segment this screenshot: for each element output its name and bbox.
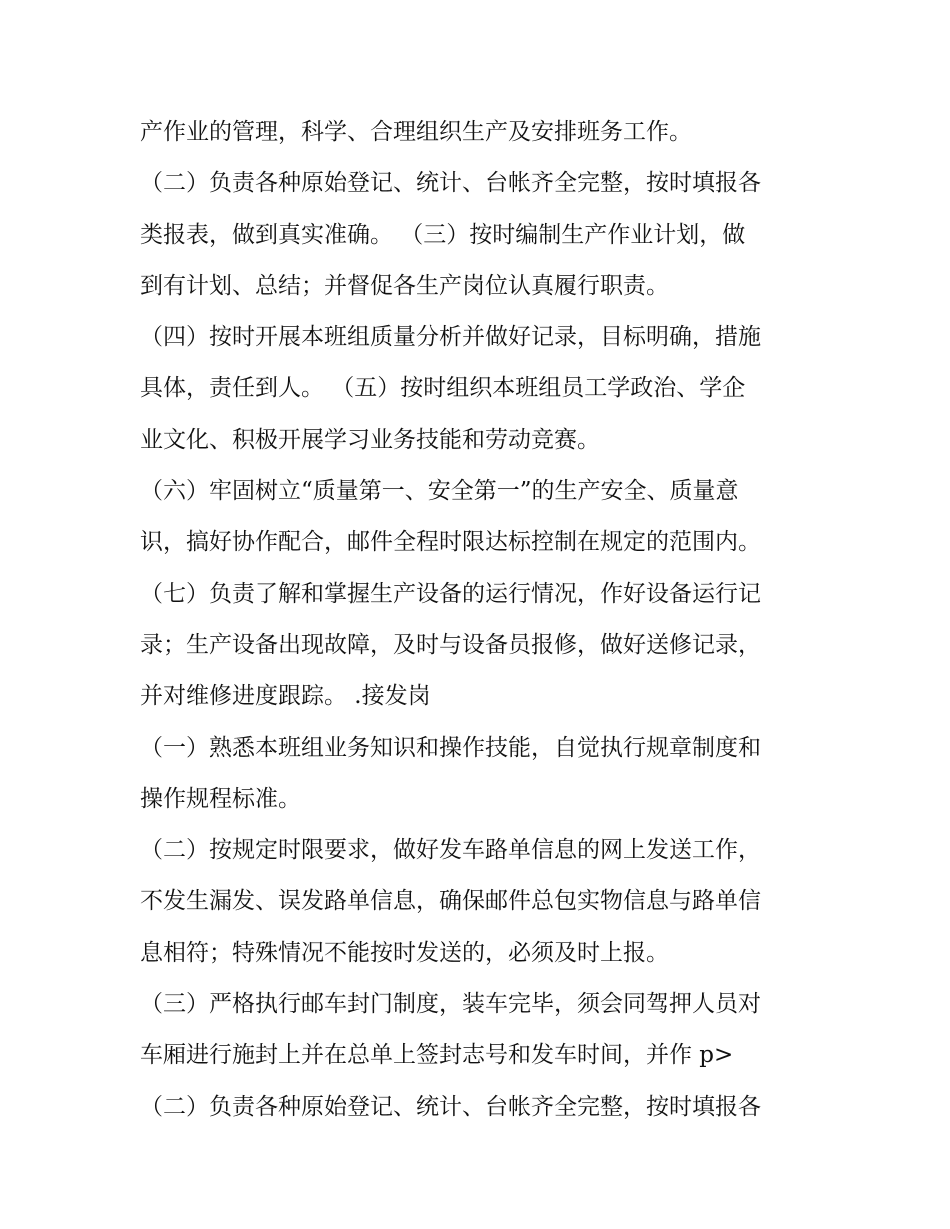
text-line: （二）按规定时限要求，做好发车路单信息的网上发送工作，	[140, 837, 761, 864]
text-line: 并对维修进度跟踪。 .接发岗	[140, 683, 431, 710]
text-line: 操作规程标准。	[140, 785, 301, 812]
text-line: （一）熟悉本班组业务知识和操作技能，自觉执行规章制度和	[140, 734, 761, 761]
text-line: 业文化、积极开展学习业务技能和劳动竞赛。	[140, 426, 600, 453]
text-line: （四）按时开展本班组质量分析并做好记录，目标明确，措施	[140, 324, 761, 351]
text-line: （六）牢固树立“质量第一、安全第一”的生产安全、质量意	[140, 478, 739, 505]
text-line: 类报表，做到真实准确。 （三）按时编制生产作业计划，做	[140, 221, 746, 248]
text-line: （三）严格执行邮车封门制度，装车完毕，须会同驾押人员对	[140, 991, 761, 1018]
text-line: 识，搞好协作配合，邮件全程时限达标控制在规定的范围内。	[140, 529, 761, 556]
text-line: 不发生漏发、误发路单信息，确保邮件总包实物信息与路单信	[140, 888, 761, 915]
text-line: 到有计划、总结；并督促各生产岗位认真履行职责。	[140, 272, 669, 299]
text-line: 车厢进行施封上并在总单上签封志号和发车时间，并作 p>	[140, 1042, 734, 1069]
text-line: （二）负责各种原始登记、统计、台帐齐全完整，按时填报各	[140, 1093, 761, 1120]
text-line: （二）负责各种原始登记、统计、台帐齐全完整，按时填报各	[140, 170, 761, 197]
text-line: 录；生产设备出现故障，及时与设备员报修，做好送修记录，	[140, 631, 761, 658]
text-line: 息相符；特殊情况不能按时发送的，必须及时上报。	[140, 939, 669, 966]
text-line: 具体，责任到人。 （五）按时组织本班组员工学政治、学企	[140, 375, 746, 402]
text-line: （七）负责了解和掌握生产设备的运行情况，作好设备运行记	[140, 580, 761, 607]
document-body	[140, 107, 820, 1133]
text-line: 产作业的管理，科学、合理组织生产及安排班务工作。	[140, 119, 692, 145]
